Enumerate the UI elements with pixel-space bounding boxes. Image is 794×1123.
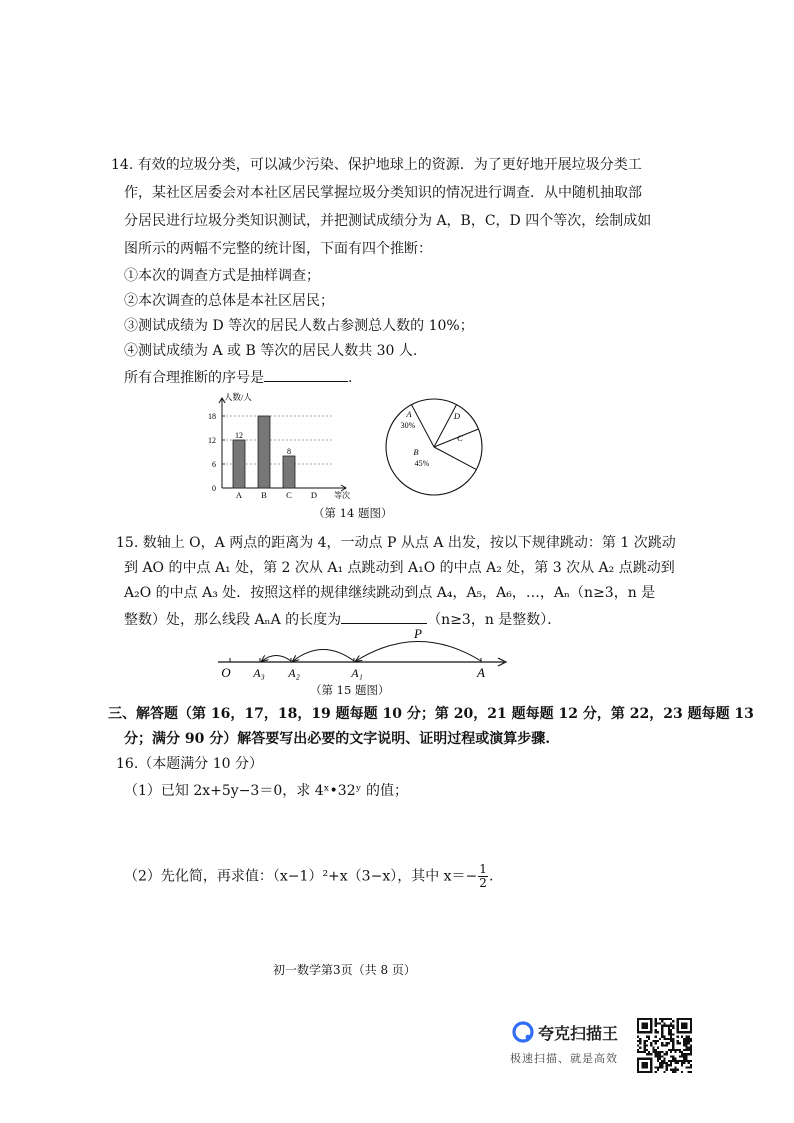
qr-module — [672, 1042, 674, 1044]
qr-module — [655, 1031, 657, 1033]
qr-module — [677, 1036, 679, 1038]
qr-module — [672, 1025, 674, 1027]
qr-module — [644, 1044, 646, 1046]
qr-module — [666, 1066, 668, 1068]
qr-module — [652, 1047, 654, 1049]
qr-module — [688, 1042, 690, 1044]
qr-module — [661, 1064, 663, 1066]
qr-module — [681, 1053, 683, 1055]
jump-arc-2 — [293, 650, 354, 662]
qr-module — [666, 1018, 668, 1020]
qr-module — [670, 1060, 672, 1062]
qr-module — [670, 1038, 672, 1040]
qr-module — [655, 1042, 657, 1044]
scanner-logo-icon — [512, 1021, 534, 1043]
qr-module — [677, 1042, 679, 1044]
qr-module — [663, 1062, 665, 1064]
qr-module — [670, 1022, 672, 1024]
qr-module — [672, 1033, 674, 1035]
qr-module — [690, 1066, 692, 1068]
qr-module — [657, 1040, 659, 1042]
q16-fraction — [478, 863, 488, 890]
qr-module — [657, 1047, 659, 1049]
q14-inference-4: ④测试成绩为 A 或 B 等次的居民人数共 30 人. — [124, 343, 418, 359]
qr-module — [672, 1060, 674, 1062]
qr-module — [644, 1040, 646, 1042]
qr-module — [670, 1036, 672, 1038]
q15-line-4-text: 整数）处，那么线段 AₙA 的长度为 — [124, 612, 342, 628]
qr-module — [657, 1055, 659, 1057]
qr-module — [655, 1020, 657, 1022]
qr-module — [668, 1064, 670, 1066]
qr-module — [659, 1058, 661, 1060]
qr-module — [637, 1051, 639, 1053]
qr-module — [661, 1020, 663, 1022]
qr-module — [683, 1042, 685, 1044]
qr-module — [661, 1062, 663, 1064]
qr-module — [659, 1066, 661, 1068]
qr-module — [661, 1025, 663, 1027]
qr-module — [668, 1029, 670, 1031]
qr-module — [670, 1018, 672, 1020]
qr-module — [668, 1027, 670, 1029]
qr-module — [666, 1069, 668, 1071]
qr-module — [652, 1049, 654, 1051]
bar-A — [233, 440, 245, 488]
jump-arc-1 — [356, 642, 481, 662]
qr-module — [672, 1040, 674, 1042]
q16-part-2-end: . — [488, 868, 494, 885]
qr-module — [661, 1044, 663, 1046]
qr-module — [677, 1060, 679, 1062]
qr-module — [657, 1066, 659, 1068]
qr-module — [648, 1036, 650, 1038]
qr-module — [681, 1062, 683, 1064]
q14-prompt-text: 所有合理推断的序号是 — [124, 370, 264, 386]
qr-module — [637, 1040, 639, 1042]
qr-module — [688, 1053, 690, 1055]
jump-arc-3 — [262, 656, 291, 662]
qr-module — [644, 1042, 646, 1044]
qr-module — [670, 1033, 672, 1035]
section3-line-1: 三、解答题（第 16，17，18，19 题每题 10 分；第 20，21 题每题 12 分，第 22，23 题每题 13 — [108, 706, 754, 722]
qr-module — [659, 1062, 661, 1064]
qr-module — [683, 1038, 685, 1040]
label-A: A — [477, 665, 485, 680]
qr-module — [659, 1055, 661, 1057]
qr-module — [670, 1062, 672, 1064]
qr-module — [688, 1066, 690, 1068]
qr-module — [674, 1062, 676, 1064]
qr-module — [650, 1042, 652, 1044]
qr-module — [657, 1069, 659, 1071]
qr-module — [690, 1040, 692, 1042]
qr-module — [659, 1022, 661, 1024]
qr-module — [672, 1027, 674, 1029]
qr-module — [666, 1053, 668, 1055]
qr-module — [685, 1053, 687, 1055]
qr-module — [690, 1049, 692, 1051]
qr-module — [677, 1049, 679, 1051]
qr-module — [644, 1051, 646, 1053]
qr-module — [677, 1062, 679, 1064]
qr-module — [666, 1044, 668, 1046]
q14-line-2: 作，某社区居委会对本社区居民掌握垃圾分类知识的情况进行调查．从中随机抽取部 — [124, 185, 642, 201]
qr-module — [661, 1033, 663, 1035]
qr-module — [677, 1040, 679, 1042]
label-P: P — [414, 626, 422, 641]
qr-module — [670, 1040, 672, 1042]
bar-chart-axes — [208, 392, 350, 500]
q16-part-1: （1）已知 2x+5y−3＝0，求 4ˣ•32ʸ 的值； — [124, 783, 408, 799]
qr-module — [672, 1049, 674, 1051]
bar-x-label: 等次 — [334, 491, 350, 500]
qr-module — [683, 1044, 685, 1046]
fraction-numerator: 1 — [479, 862, 487, 876]
q14-bar-chart — [196, 390, 366, 506]
pie-label-A: A — [406, 409, 412, 419]
qr-module — [661, 1066, 663, 1068]
qr-module — [657, 1060, 659, 1062]
qr-module — [677, 1069, 679, 1071]
qr-module — [688, 1036, 690, 1038]
qr-module — [679, 1042, 681, 1044]
pie-label-C: C — [457, 433, 463, 443]
pie-percent-B: 45% — [414, 459, 430, 468]
qr-module — [657, 1058, 659, 1060]
qr-module — [661, 1051, 663, 1053]
qr-module — [663, 1018, 665, 1020]
pie-slice-boundary — [434, 447, 476, 470]
qr-module — [672, 1047, 674, 1049]
qr-module — [663, 1036, 665, 1038]
qr-module — [674, 1049, 676, 1051]
qr-module — [685, 1060, 687, 1062]
qr-module — [661, 1029, 663, 1031]
q14-inference-2: ②本次调查的总体是本社区居民； — [124, 293, 334, 309]
q15-line-3: A₂O 的中点 A₃ 处．按照这样的规律继续跳动到点 A₄，A₅，A₆，…，Aₙ（n≥3，n 是 — [124, 585, 656, 601]
qr-module — [655, 1036, 657, 1038]
bar-data-label-A: 12 — [235, 431, 243, 440]
bar-B — [258, 416, 270, 488]
qr-module — [690, 1060, 692, 1062]
qr-module — [639, 1038, 641, 1040]
qr-module — [670, 1031, 672, 1033]
pie-label-D: D — [453, 411, 461, 421]
qr-module — [661, 1018, 663, 1020]
qr-module — [674, 1060, 676, 1062]
q14-answer-blank — [264, 366, 348, 382]
qr-module — [663, 1071, 665, 1073]
q15-line-4-end: （n≥3，n 是整数）． — [427, 612, 562, 628]
qr-module — [655, 1055, 657, 1057]
qr-module — [663, 1058, 665, 1060]
qr-module — [670, 1025, 672, 1027]
qr-module — [646, 1040, 648, 1042]
qr-module — [639, 1051, 641, 1053]
qr-module — [661, 1031, 663, 1033]
qr-module — [659, 1038, 661, 1040]
qr-module — [679, 1055, 681, 1057]
qr-module — [685, 1040, 687, 1042]
qr-module — [657, 1053, 659, 1055]
q14-pie-chart — [376, 390, 492, 504]
qr-module — [646, 1036, 648, 1038]
qr-module — [657, 1051, 659, 1053]
label-A1: A₁ — [351, 666, 363, 680]
qr-module — [668, 1060, 670, 1062]
bar-y-label: 人数/人 — [224, 392, 252, 402]
qr-module — [681, 1060, 683, 1062]
qr-module — [688, 1038, 690, 1040]
qr-module — [670, 1051, 672, 1053]
qr-module — [661, 1060, 663, 1062]
qr-module — [659, 1051, 661, 1053]
qr-module — [661, 1055, 663, 1057]
qr-module — [683, 1055, 685, 1057]
pie-percent-A: 30% — [400, 421, 416, 430]
qr-module — [663, 1044, 665, 1046]
q14-line-3: 分居民进行垃圾分类知识测试，并把测试成绩分为 A，B，C，D 四个等次，绘制成如 — [124, 213, 652, 229]
qr-finder-core — [641, 1022, 648, 1029]
qr-module — [685, 1047, 687, 1049]
qr-module — [674, 1051, 676, 1053]
qr-module — [666, 1025, 668, 1027]
bar-category-label-A: A — [235, 490, 243, 500]
qr-module — [681, 1055, 683, 1057]
q15-line-2: 到 AO 的中点 A₁ 处，第 2 次从 A₁ 点跳动到 A₁O 的中点 A₂ 处，第 3 次从 A₂ 点跳动到 — [124, 560, 675, 576]
qr-module — [637, 1044, 639, 1046]
qr-module — [668, 1025, 670, 1027]
qr-code-icon — [637, 1018, 692, 1073]
q15-answer-blank — [341, 608, 427, 624]
q14-inference-1: ①本次的调查方式是抽样调查； — [124, 268, 320, 284]
q14-line-1: 14. 有效的垃圾分类，可以减少污染、保护地球上的资源．为了更好地开展垃圾分类工 — [111, 157, 642, 173]
label-O: O — [221, 665, 231, 680]
bar-y-tick-label: 6 — [212, 460, 216, 469]
qr-module — [657, 1022, 659, 1024]
scanner-brand-slogan: 极速扫描、就是高效 — [510, 1052, 618, 1065]
qr-module — [655, 1071, 657, 1073]
qr-module — [657, 1031, 659, 1033]
q15-figure-caption: （第 15 题图） — [310, 683, 390, 697]
qr-module — [659, 1053, 661, 1055]
q15-line-1: 15. 数轴上 O，A 两点的距离为 4，一动点 P 从点 A 出发，按以下规律跳动：第 1 次跳动 — [116, 535, 676, 551]
qr-module — [652, 1051, 654, 1053]
qr-module — [646, 1053, 648, 1055]
qr-module — [670, 1049, 672, 1051]
q16-part-2-text: （2）先化简，再求值：（x−1）²+x（3−x），其中 x＝− — [124, 868, 478, 885]
qr-module — [681, 1071, 683, 1073]
label-A2: A₂ — [288, 666, 300, 680]
qr-module — [663, 1060, 665, 1062]
bar-category-label-D: D — [310, 490, 318, 500]
bar-y-tick-label: 18 — [208, 412, 216, 421]
qr-module — [685, 1038, 687, 1040]
fraction-denominator: 2 — [479, 876, 487, 890]
bar-C — [283, 456, 295, 488]
scanner-watermark — [508, 1017, 632, 1073]
qr-module — [672, 1038, 674, 1040]
qr-module — [655, 1018, 657, 1020]
qr-module — [639, 1047, 641, 1049]
qr-module — [655, 1049, 657, 1051]
qr-module — [681, 1064, 683, 1066]
qr-module — [672, 1058, 674, 1060]
qr-module — [661, 1027, 663, 1029]
qr-module — [644, 1049, 646, 1051]
qr-module — [666, 1038, 668, 1040]
qr-module — [668, 1049, 670, 1051]
qr-module — [666, 1062, 668, 1064]
qr-module — [690, 1053, 692, 1055]
qr-module — [655, 1022, 657, 1024]
qr-module — [670, 1064, 672, 1066]
bar-category-label-C: C — [286, 490, 292, 500]
qr-module — [674, 1066, 676, 1068]
qr-module — [674, 1058, 676, 1060]
pie-label-B: B — [413, 447, 419, 457]
qr-module — [688, 1049, 690, 1051]
qr-module — [670, 1029, 672, 1031]
qr-module — [685, 1055, 687, 1057]
qr-module — [655, 1040, 657, 1042]
q14-line-4: 图所示的两幅不完整的统计图，下面有四个推断： — [124, 241, 432, 257]
qr-module — [688, 1071, 690, 1073]
q16-part-2 — [124, 863, 493, 890]
qr-module — [646, 1049, 648, 1051]
qr-module — [681, 1051, 683, 1053]
qr-module — [659, 1018, 661, 1020]
q14-prompt-end: . — [348, 370, 353, 386]
qr-module — [668, 1018, 670, 1020]
qr-module — [663, 1025, 665, 1027]
qr-module — [666, 1042, 668, 1044]
qr-module — [672, 1069, 674, 1071]
scanner-brand-name: 夸克扫描王 — [538, 1024, 619, 1043]
qr-module — [637, 1049, 639, 1051]
qr-finder-core — [641, 1062, 648, 1069]
qr-module — [672, 1055, 674, 1057]
qr-module — [668, 1033, 670, 1035]
qr-module — [666, 1064, 668, 1066]
qr-module — [674, 1069, 676, 1071]
qr-module — [648, 1051, 650, 1053]
bar-chart-marks — [233, 416, 317, 500]
q16-header: 16.（本题满分 10 分） — [116, 756, 263, 772]
qr-module — [690, 1051, 692, 1053]
qr-module — [690, 1071, 692, 1073]
label-A3: A₃ — [253, 666, 265, 680]
qr-module — [663, 1038, 665, 1040]
qr-module — [685, 1042, 687, 1044]
qr-module — [688, 1040, 690, 1042]
bar-y-tick-label: 0 — [212, 484, 216, 493]
qr-module — [655, 1025, 657, 1027]
qr-module — [650, 1053, 652, 1055]
qr-module — [688, 1047, 690, 1049]
qr-module — [655, 1051, 657, 1053]
bar-data-label-C: 8 — [287, 447, 291, 456]
qr-finder-core — [681, 1022, 688, 1029]
qr-module — [661, 1036, 663, 1038]
qr-module — [683, 1049, 685, 1051]
qr-module — [690, 1047, 692, 1049]
qr-module — [679, 1049, 681, 1051]
qr-module — [639, 1042, 641, 1044]
qr-module — [641, 1051, 643, 1053]
bar-y-tick-label: 12 — [208, 436, 216, 445]
q15-number-line — [212, 624, 512, 682]
qr-module — [655, 1066, 657, 1068]
qr-module — [681, 1036, 683, 1038]
page-footer: 初一数学第3页（共 8 页） — [273, 963, 416, 977]
qr-module — [679, 1051, 681, 1053]
qr-module — [648, 1038, 650, 1040]
qr-module — [685, 1066, 687, 1068]
qr-module — [683, 1058, 685, 1060]
qr-module — [659, 1064, 661, 1066]
qr-module — [672, 1020, 674, 1022]
qr-module — [666, 1051, 668, 1053]
qr-module — [683, 1062, 685, 1064]
q14-figure-caption: （第 14 题图） — [313, 506, 393, 520]
qr-module — [685, 1049, 687, 1051]
qr-module — [663, 1053, 665, 1055]
pie-chart-marks — [386, 399, 482, 495]
qr-module — [663, 1022, 665, 1024]
qr-module — [690, 1038, 692, 1040]
qr-module — [652, 1040, 654, 1042]
qr-module — [650, 1044, 652, 1046]
qr-module — [668, 1031, 670, 1033]
qr-module — [672, 1071, 674, 1073]
qr-module — [646, 1044, 648, 1046]
qr-module — [668, 1038, 670, 1040]
qr-module — [685, 1036, 687, 1038]
qr-module — [648, 1053, 650, 1055]
qr-module — [672, 1044, 674, 1046]
qr-module — [655, 1029, 657, 1031]
qr-module — [674, 1071, 676, 1073]
qr-module — [683, 1053, 685, 1055]
qr-module — [661, 1042, 663, 1044]
qr-module — [685, 1058, 687, 1060]
qr-module — [690, 1044, 692, 1046]
qr-module — [670, 1055, 672, 1057]
qr-module — [685, 1044, 687, 1046]
qr-module — [644, 1047, 646, 1049]
qr-module — [688, 1062, 690, 1064]
qr-module — [637, 1036, 639, 1038]
qr-module — [655, 1053, 657, 1055]
bar-category-label-B: B — [261, 490, 267, 500]
qr-module — [668, 1042, 670, 1044]
qr-module — [683, 1060, 685, 1062]
qr-module — [690, 1064, 692, 1066]
qr-module — [688, 1060, 690, 1062]
qr-module — [679, 1060, 681, 1062]
qr-module — [670, 1069, 672, 1071]
section3-line-2: 分；满分 90 分）解答要写出必要的文字说明、证明过程或演算步骤. — [124, 731, 551, 747]
qr-module — [639, 1040, 641, 1042]
q14-answer-prompt — [124, 366, 352, 388]
qr-module — [683, 1040, 685, 1042]
q14-inference-3: ③测试成绩为 D 等次的居民人数占参测总人数的 10%； — [124, 318, 474, 334]
